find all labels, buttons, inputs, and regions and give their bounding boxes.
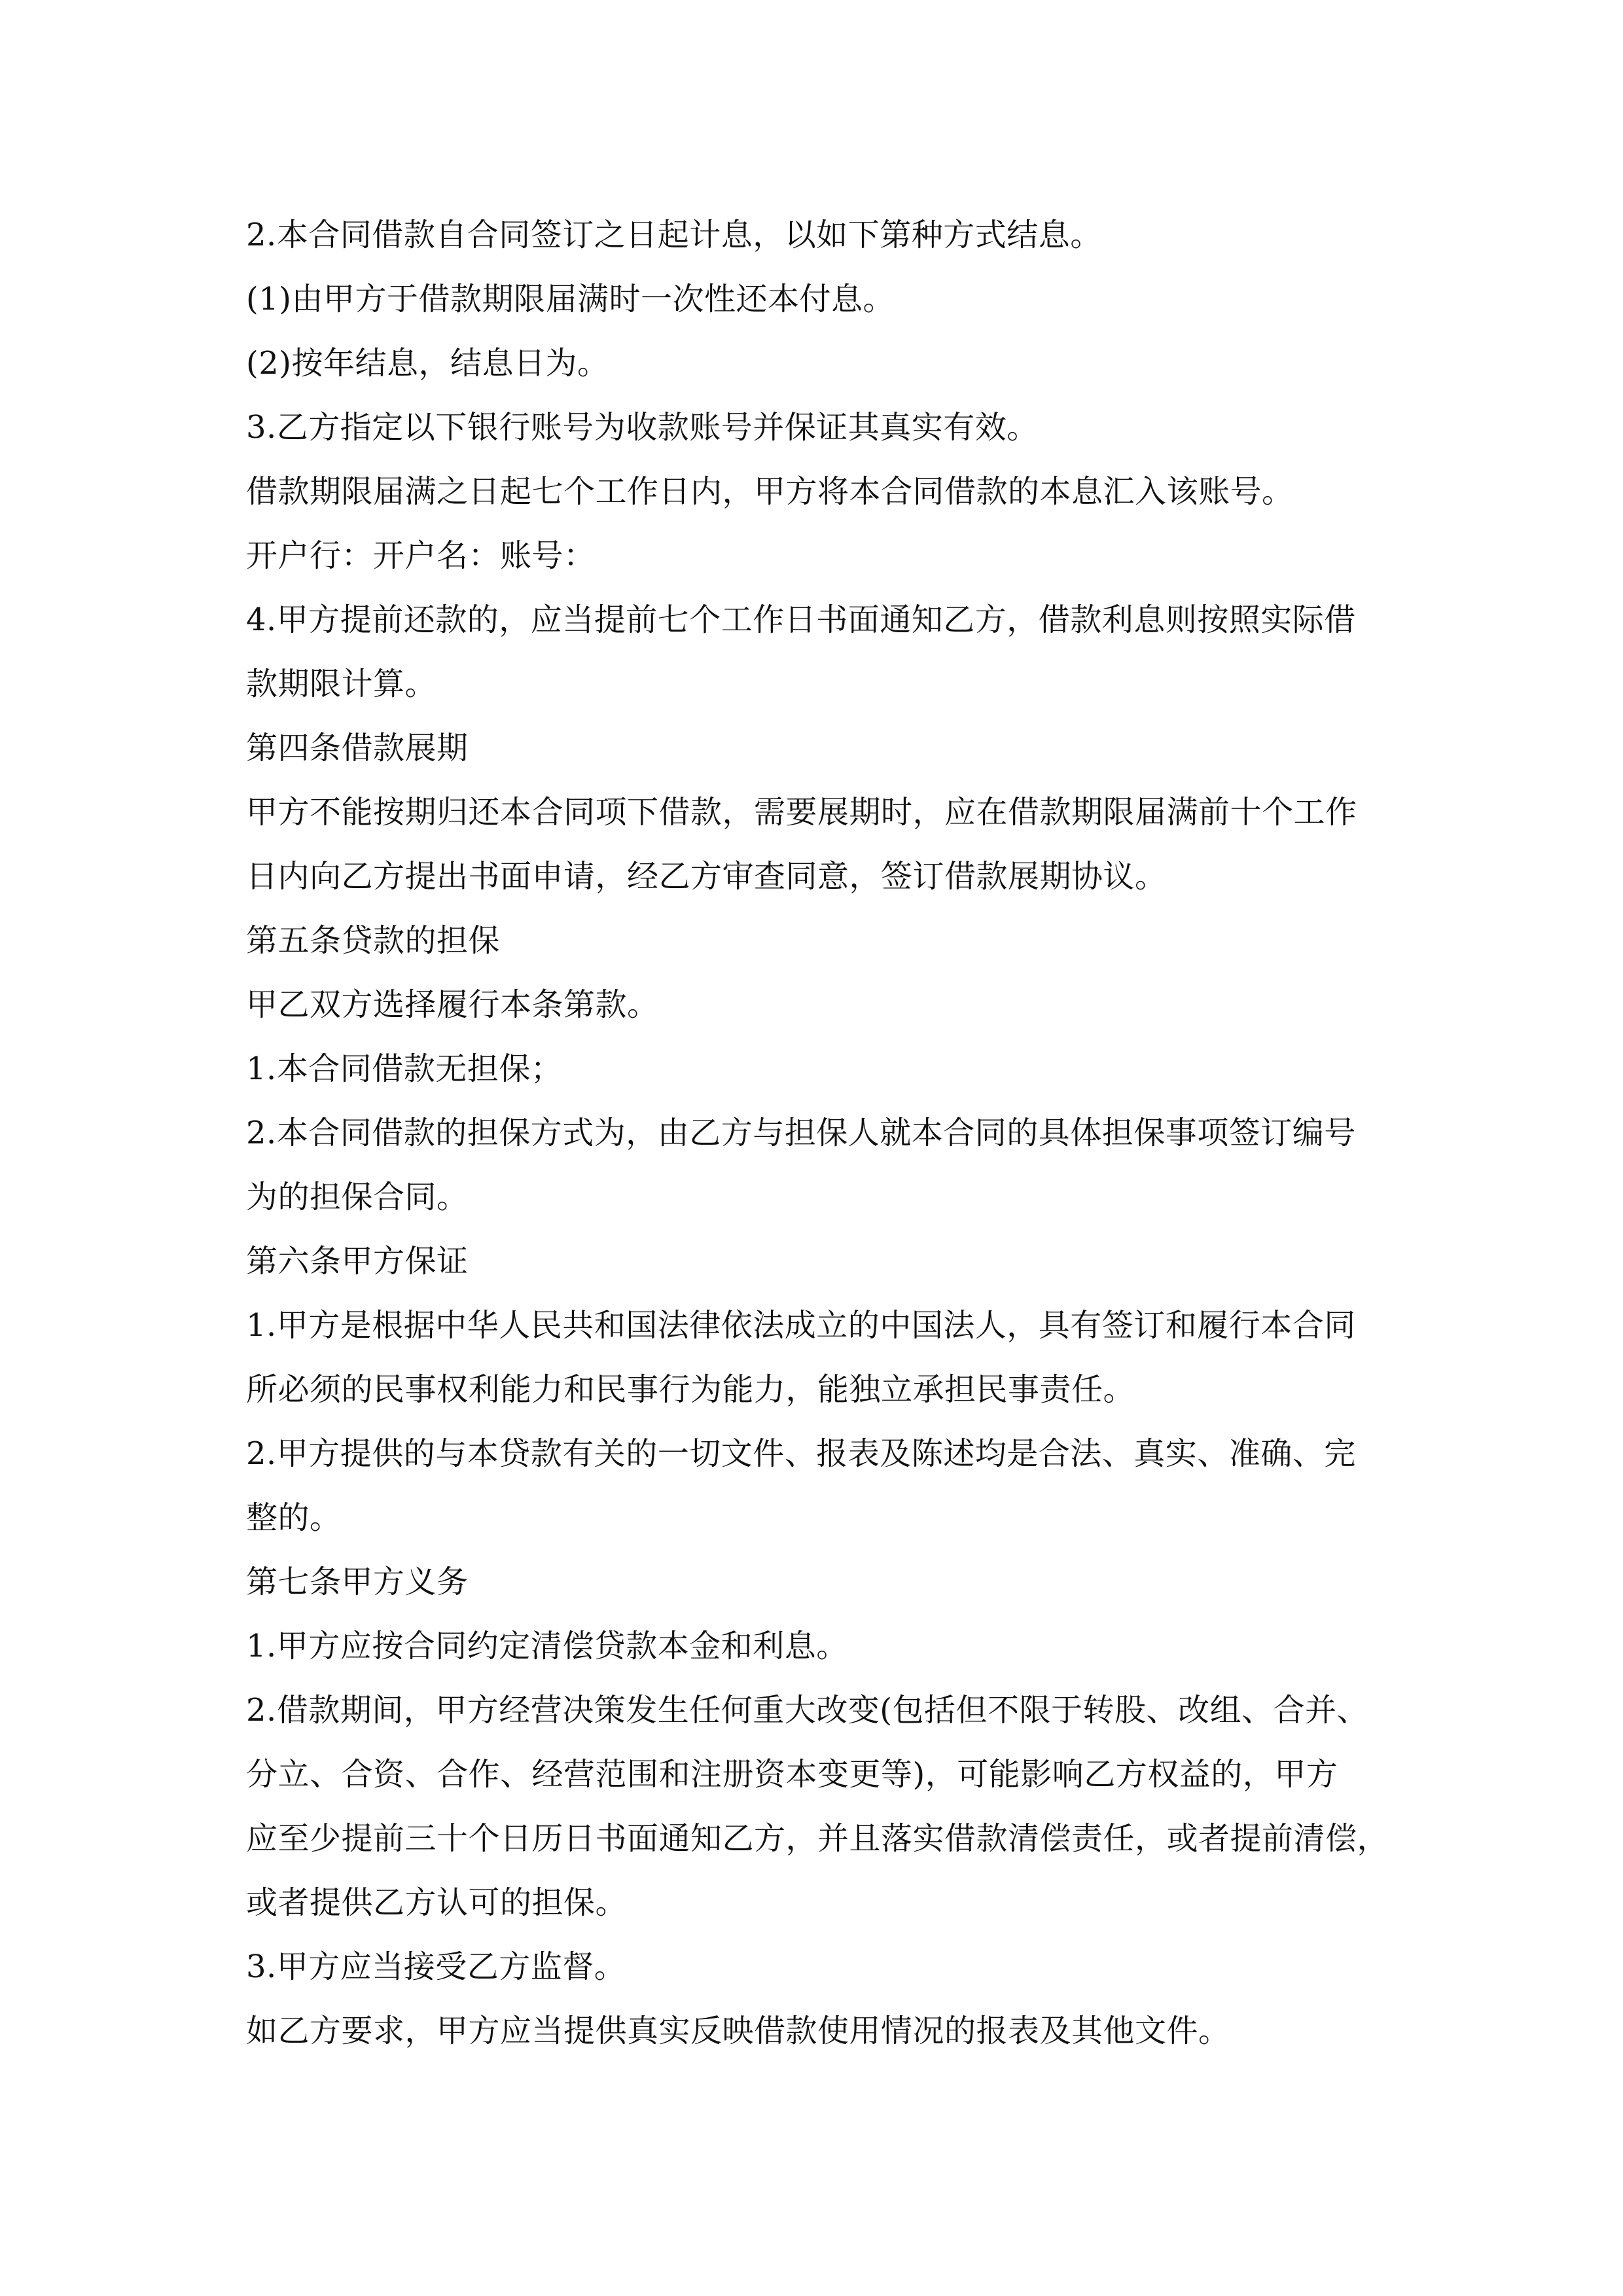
text-line: 2.本合同借款的担保方式为，由乙方与担保人就本合同的具体担保事项签订编号 xyxy=(246,1115,1356,1151)
text-line: 2.借款期间，甲方经营决策发生任何重大改变(包括但不限于转股、改组、合并、 xyxy=(246,1692,1369,1729)
text-line: 2.甲方提供的与本贷款有关的一切文件、报表及陈述均是合法、真实、准确、完 xyxy=(246,1435,1356,1472)
text-line: 应至少提前三十个日历日书面通知乙方，并且落实借款清偿责任，或者提前清偿， xyxy=(246,1820,1389,1857)
text-line: (2)按年结息，结息日为。 xyxy=(246,345,609,382)
text-line: 分立、合资、合作、经营范围和注册资本变更等)，可能影响乙方权益的，甲方 xyxy=(246,1756,1338,1793)
text-line: 甲方不能按期归还本合同项下借款，需要展期时，应在借款期限届满前十个工作 xyxy=(246,794,1357,831)
text-line: 3.乙方指定以下银行账号为收款账号并保证其真实有效。 xyxy=(246,409,1039,446)
section-heading: 第五条贷款的担保 xyxy=(246,922,501,959)
text-line: 4.甲方提前还款的，应当提前七个工作日书面通知乙方，借款利息则按照实际借 xyxy=(246,601,1356,638)
text-line: 借款期限届满之日起七个工作日内，甲方将本合同借款的本息汇入该账号。 xyxy=(246,473,1294,510)
text-line: 1.甲方是根据中华人民共和国法律依法成立的中国法人，具有签订和履行本合同 xyxy=(246,1307,1356,1344)
text-line: 为的担保合同。 xyxy=(246,1179,469,1215)
text-line: 开户行：开户名：账号： xyxy=(246,537,596,574)
text-line: 甲乙双方选择履行本条第款。 xyxy=(246,986,659,1023)
text-line: 1.甲方应按合同约定清偿贷款本金和利息。 xyxy=(246,1628,848,1664)
text-line: 如乙方要求，甲方应当提供真实反映借款使用情况的报表及其他文件。 xyxy=(246,2013,1230,2049)
document-body xyxy=(246,203,1389,2063)
text-line: 日内向乙方提出书面申请，经乙方审查同意，签订借款展期协议。 xyxy=(246,858,1167,895)
section-heading: 第六条甲方保证 xyxy=(246,1243,469,1280)
text-line: 整的。 xyxy=(246,1499,342,1536)
section-heading: 第七条甲方义务 xyxy=(246,1564,469,1600)
text-line: 所必须的民事权利能力和民事行为能力，能独立承担民事责任。 xyxy=(246,1371,1135,1408)
text-line: (1)由甲方于借款期限届满时一次性还本付息。 xyxy=(246,281,895,317)
text-line: 或者提供乙方认可的担保。 xyxy=(246,1884,628,1921)
text-line: 2.本合同借款自合同签订之日起计息，以如下第种方式结息。 xyxy=(246,217,1102,253)
text-line: 1.本合同借款无担保； xyxy=(246,1050,563,1087)
section-heading: 第四条借款展期 xyxy=(246,730,469,766)
text-line: 款期限计算。 xyxy=(246,666,437,702)
text-line: 3.甲方应当接受乙方监督。 xyxy=(246,1948,626,1985)
